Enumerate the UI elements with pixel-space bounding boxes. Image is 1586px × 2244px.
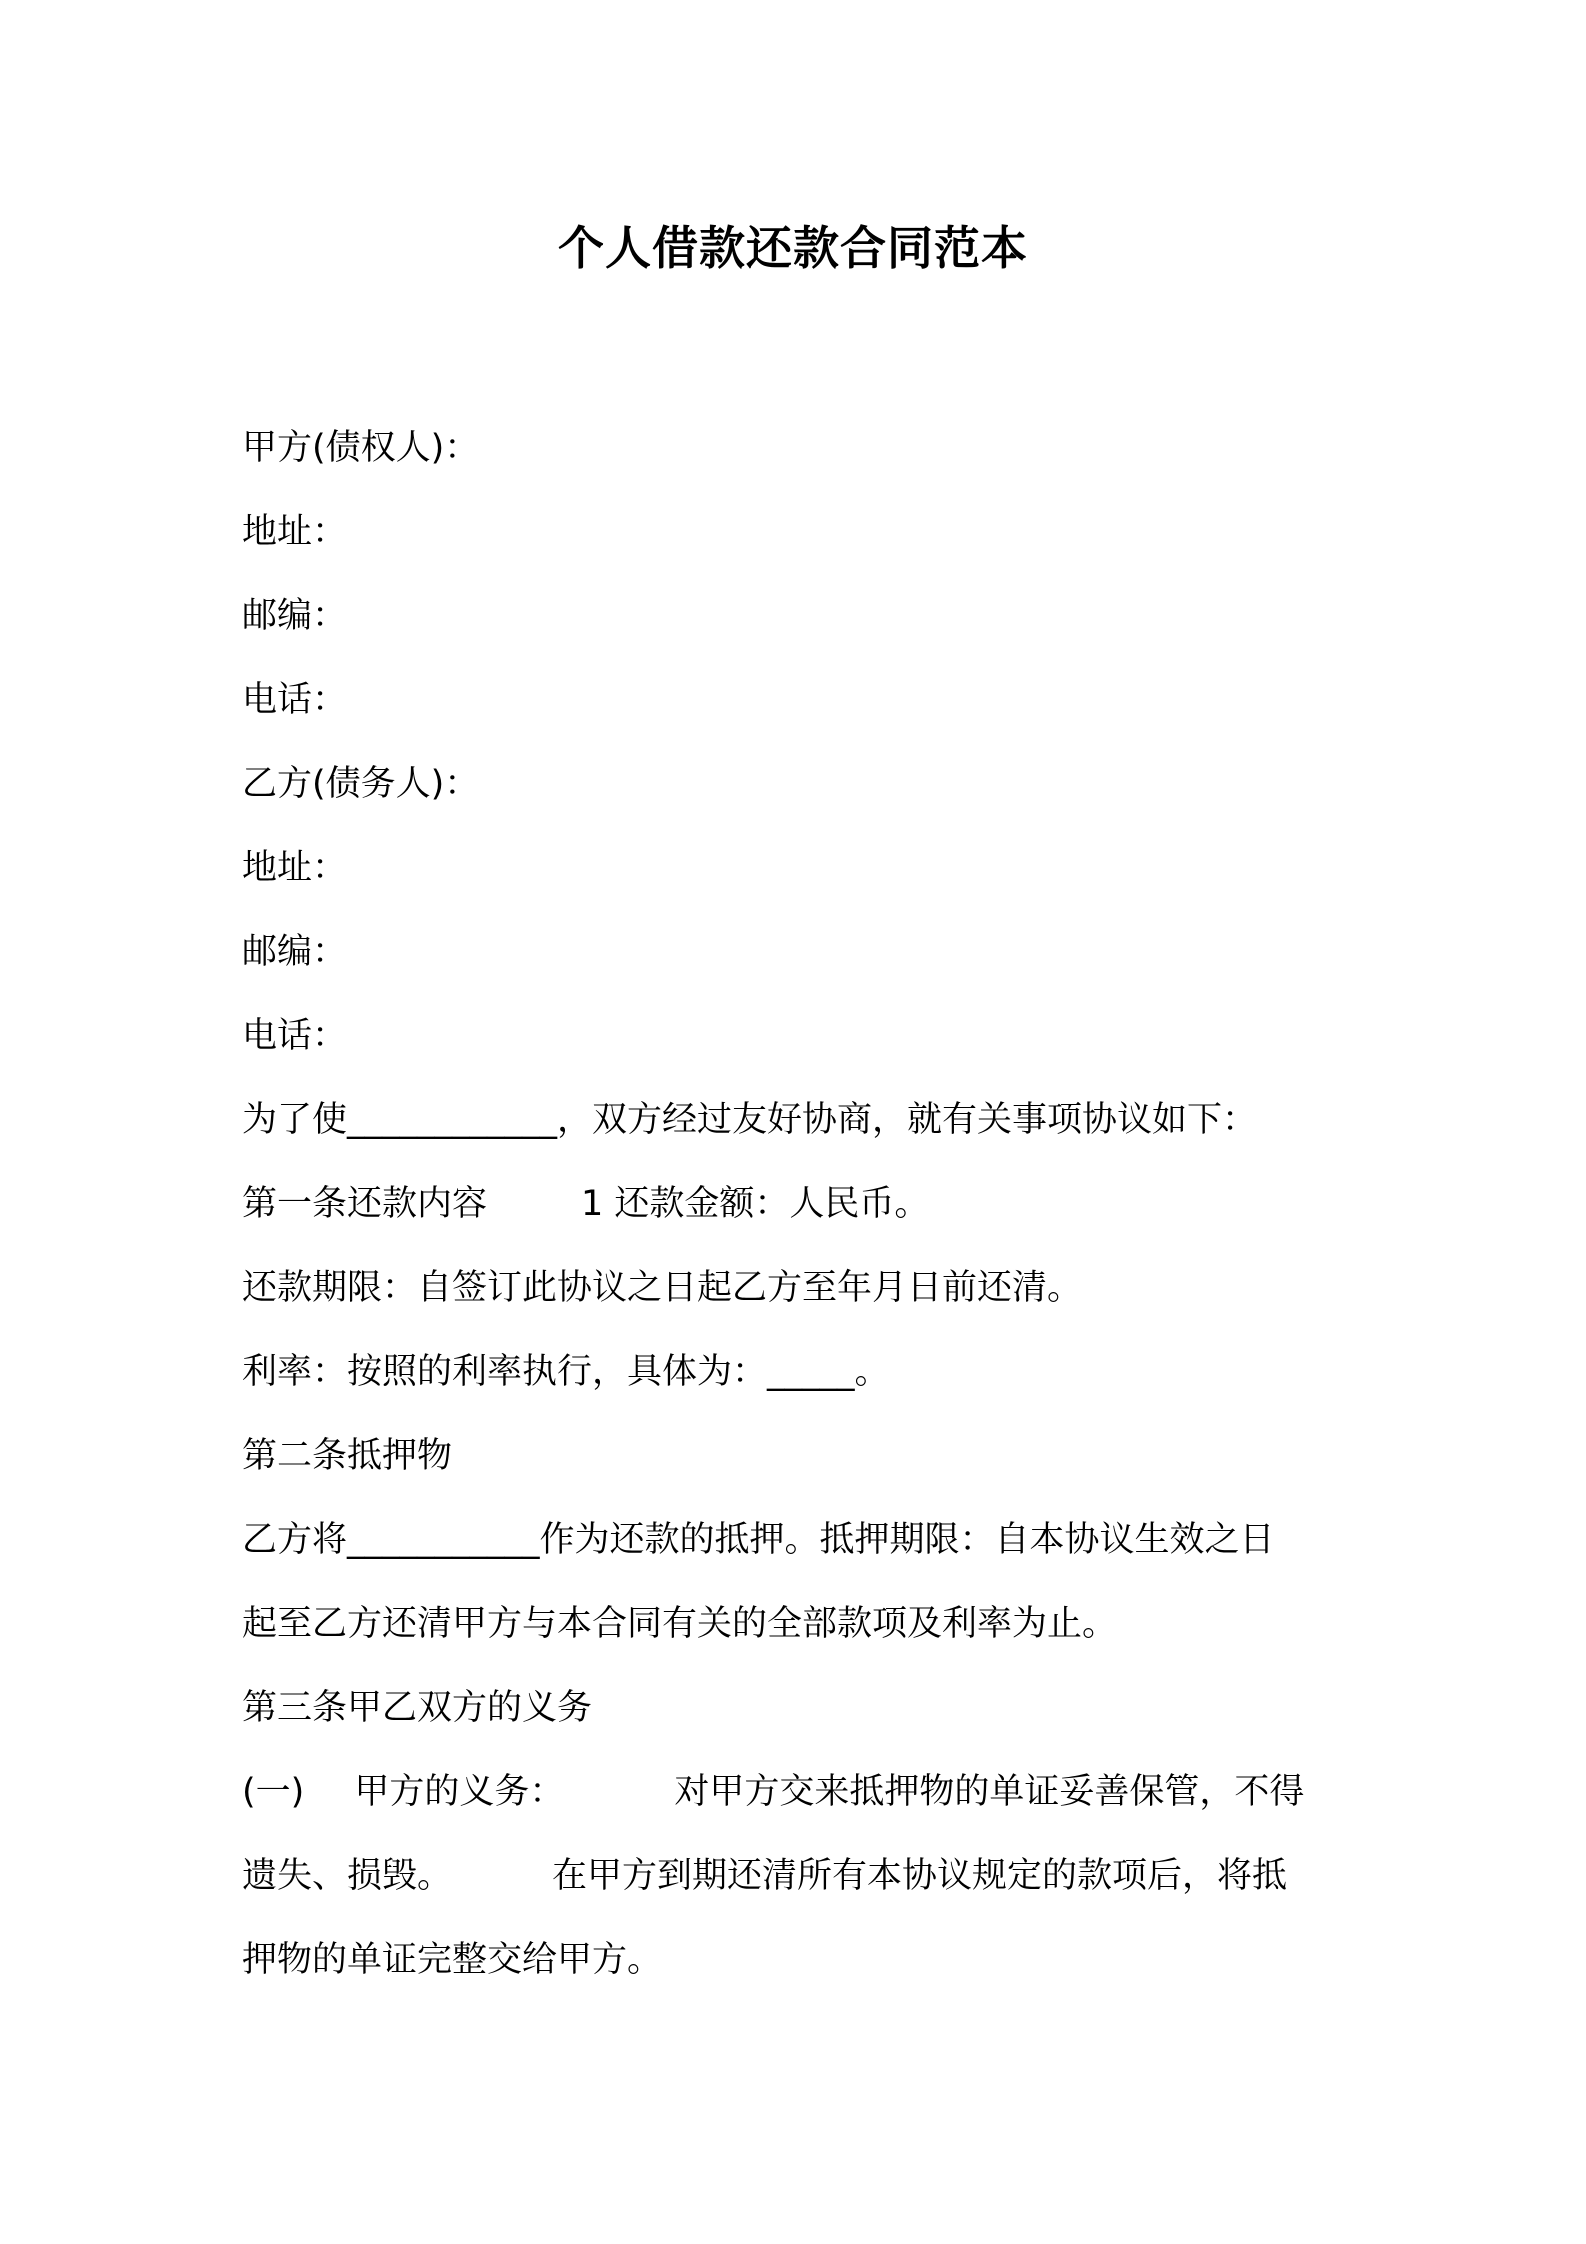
article-2-heading: 第二条抵押物 [242, 1436, 453, 1476]
preamble: 为了使____________，双方经过友好协商，就有关事项协议如下： [242, 1100, 1258, 1140]
party-a-phone: 电话： [242, 680, 348, 720]
article-3-item-label: 甲方的义务： [354, 1772, 565, 1812]
article-3-clause-2: 在甲方到期还清所有本协议规定的款项后，将抵 [552, 1856, 1288, 1896]
document-title: 个人借款还款合同范本 [558, 221, 1028, 275]
article-3-row-2 [242, 1834, 1372, 1918]
repayment-term: 还款期限：自签订此协议之日起乙方至年月日前还清。 [242, 1268, 1083, 1308]
document-body [242, 406, 1372, 2002]
party-b-address: 地址： [242, 848, 348, 888]
party-a-address: 地址： [242, 512, 348, 552]
article-2-text-line-2: 起至乙方还清甲方与本合同有关的全部款项及利率为止。 [242, 1604, 1118, 1644]
article-3-clause-2-cont: 押物的单证完整交给甲方。 [242, 1940, 663, 1980]
party-b-label: 乙方(债务人)： [242, 764, 480, 804]
party-a-postcode: 邮编： [242, 596, 348, 636]
article-1-item-1: 1 还款金额：人民币。 [581, 1184, 930, 1224]
article-3-clause-1: 对甲方交来抵押物的单证妥善保管，不得 [674, 1772, 1305, 1812]
article-1-row [242, 1162, 1372, 1246]
interest-rate: 利率：按照的利率执行，具体为：_____。 [242, 1352, 890, 1392]
article-3-clause-1-cont: 遗失、损毁。 [242, 1856, 453, 1896]
article-3-heading: 第三条甲乙双方的义务 [242, 1688, 593, 1728]
article-2-text-line-1: 乙方将___________作为还款的抵押。抵押期限：自本协议生效之日 [242, 1520, 1275, 1560]
party-a-label: 甲方(债权人)： [242, 428, 480, 468]
article-3-item-marker: (一) [242, 1772, 305, 1812]
article-3-row-1 [242, 1750, 1372, 1834]
article-1-heading: 第一条还款内容 [242, 1184, 488, 1224]
party-b-postcode: 邮编： [242, 932, 348, 972]
party-b-phone: 电话： [242, 1016, 348, 1056]
